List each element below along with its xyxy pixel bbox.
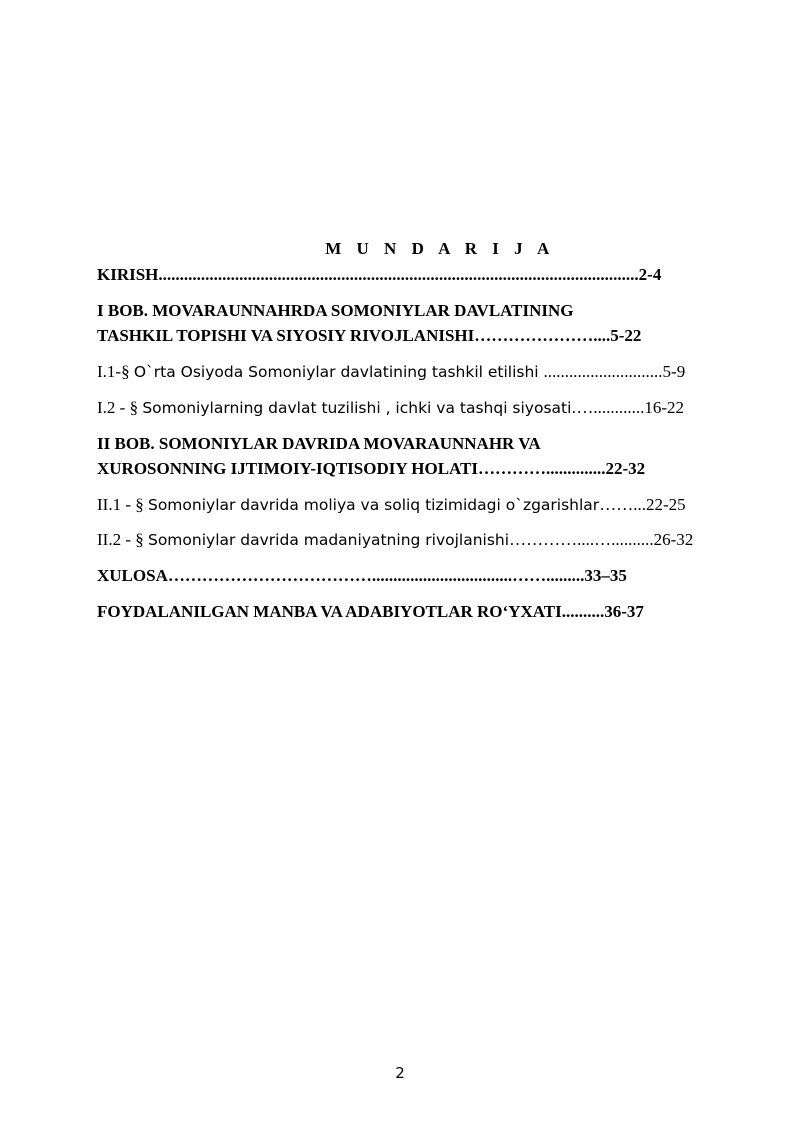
toc-entry-text: Somoniylarning davlat tuzilishi , ichki va tashqi siyosati. <box>142 399 577 417</box>
page-number: 2 <box>395 1064 405 1082</box>
toc-entry-pages: …………....…..........26-32 <box>509 530 694 549</box>
toc-entry-chapter-2-line-1 <box>97 434 541 454</box>
toc-entry-section-1-2 <box>97 398 684 418</box>
toc-entry-chapter-2-line-2 <box>97 459 645 479</box>
toc-entry-kirish <box>97 265 661 285</box>
toc-entry-prefix: I.1-§ <box>97 362 134 381</box>
toc-entry-pages: …............16-22 <box>576 398 685 417</box>
toc-entry-text: II BOB. SOMONIYLAR DAVRIDA MOVARAUNNAHR VA <box>97 434 541 453</box>
toc-entry-text: I BOB. MOVARAUNNAHRDA SOMONIYLAR DAVLATINING <box>97 301 574 320</box>
toc-entry-text: XUROSONNING IJTIMOIY-IQTISODIY HOLATI…………..............22-32 <box>97 459 646 478</box>
toc-entry-text: XULOSA……………………………….................................…….........33–35 <box>97 566 627 585</box>
toc-entry-text: Somoniylar davrida moliya va soliq tizimidagi o`zgarishlar <box>147 496 600 514</box>
toc-entry-chapter-1-line-1 <box>97 301 574 321</box>
toc-heading: M U N D A R I J A <box>325 239 555 258</box>
toc-entry-text: FOYDALANILGAN MANBA VA ADABIYOTLAR RO‘YXATI..........36-37 <box>97 602 644 621</box>
toc-entry-text: KIRISH.................................................................................................................2-4 <box>97 265 662 284</box>
toc-entry-pages: ……...22-25 <box>599 495 686 514</box>
toc-entry-references <box>97 602 644 622</box>
toc-entry-prefix: I.2 - § <box>97 398 143 417</box>
toc-entry-section-1-1 <box>97 362 685 382</box>
toc-entry-chapter-1-line-2 <box>97 326 641 346</box>
toc-entry-section-2-2 <box>97 530 693 550</box>
toc-entry-text: Somoniylar davrida madaniyatning rivojlanishi <box>147 531 510 549</box>
toc-entry-xulosa <box>97 566 627 586</box>
toc-entry-pages: ............................5-9 <box>543 362 686 381</box>
toc-entry-text: O`rta Osiyoda Somoniylar davlatining tashkil etilishi <box>133 363 544 381</box>
toc-entry-text: TASHKIL TOPISHI VA SIYOSIY RIVOJLANISHI…………………....5-22 <box>97 326 642 345</box>
toc-entry-prefix: II.2 - § <box>97 530 148 549</box>
toc-entry-section-2-1 <box>97 495 686 515</box>
toc-entry-prefix: II.1 - § <box>97 495 148 514</box>
